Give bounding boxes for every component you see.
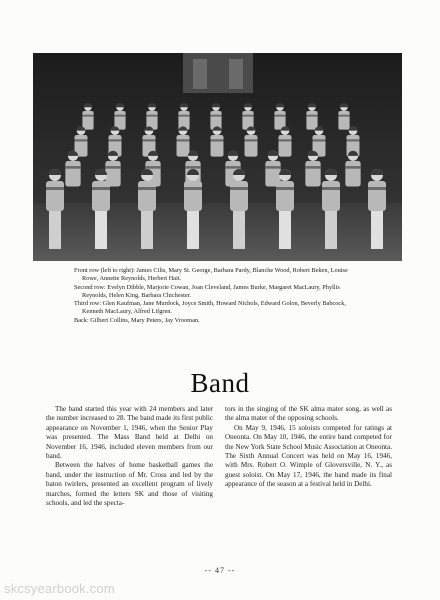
- caption-back: Back: Gilbert Collins, Mary Peters, Jay Vrooman.: [74, 316, 200, 324]
- page-number: -- 47 --: [204, 566, 236, 575]
- photo-caption: [74, 267, 364, 325]
- caption-third-row: Third row: Glen Kaufman, Jane Murdock, Joyce Smith, Howard Nichols, Edward Golon, Beverly Babcock, Kenneth MacLaury, Alfred Lifgren.: [74, 300, 346, 316]
- article-column-right: [225, 405, 392, 508]
- band-group-photo: [33, 53, 402, 261]
- paragraph: Between the halves of home basketball games the band, under the instruction of Mr. Cross and led by the baton twirlers, presented an excellent program of lively marches, formed the letters SK and those of visiting schools, and led the specta-: [46, 461, 213, 508]
- article-column-left: [46, 405, 213, 508]
- caption-second-row: Second row: Evelyn Dibble, Marjorie Cowan, Joan Cleveland, James Burke, Margaret MacLaury, Phyllis Reynolds, Helen King, Barbara Chichester.: [74, 283, 340, 299]
- caption-front-row: Front row (left to right): James Cilis, Mary St. George, Barbara Pardy, Blanche Wood, Robert Beken, Louise Rowe, Annette Reynolds, Herbert Hait.: [74, 267, 348, 283]
- section-title: Band: [190, 368, 250, 398]
- article-body: [46, 405, 392, 508]
- site-watermark: skcsyearbook.com: [4, 581, 115, 596]
- paragraph: The band started this year with 24 members and later the number increased to 28. The band made its first public appearance on November 1, 1946, when the Senior Play was presented. The Mass Band held at Delhi on November 16, 1946, included eleven members from our band.: [46, 405, 213, 461]
- paragraph: tors in the singing of the SK alma mater song, as well as the alma mater of the opposing schools.: [225, 405, 392, 423]
- paragraph: On May 9, 1946, 15 soloists competed for ratings at Oneonta. On May 10, 1946, the entire band competed for the New York State School Music Association at Oneonta. The Sixth Annual Concert was held on May 16, 1946, with Mrs. Robert O. Wimple of Gloversville, N. Y., as guest soloist. On May 17, 1946, the band made its final appearance of the season at a festival held in Delhi.: [225, 423, 392, 489]
